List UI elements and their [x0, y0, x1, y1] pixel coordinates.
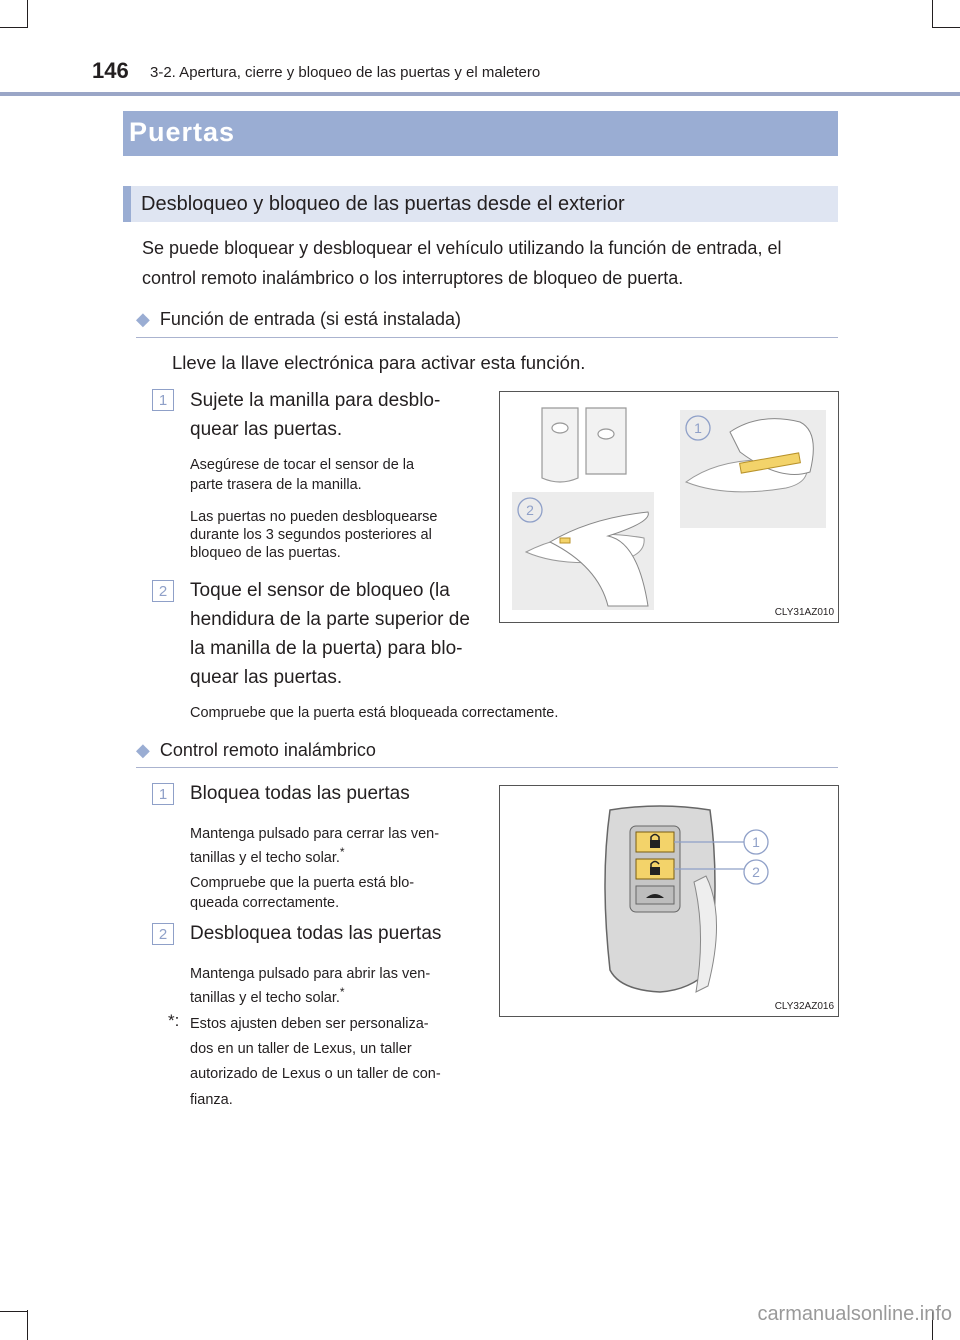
- step-1-line-2: quear las puertas.: [190, 419, 343, 440]
- asterisk: *: [339, 845, 345, 859]
- section-divider: [136, 337, 838, 338]
- crop-mark: [932, 27, 960, 28]
- callout-2-label: 2: [752, 864, 760, 880]
- figure-code: CLY31AZ010: [774, 607, 834, 618]
- callout-2-label: 2: [526, 502, 534, 518]
- footnote-line-3: autorizado de Lexus o un taller de con-: [190, 1066, 441, 1082]
- step-number: 1: [152, 389, 174, 411]
- step-1-note-2-line-3: bloqueo de las puertas.: [190, 545, 341, 561]
- step-2-line-2: hendidura de la parte superior de: [190, 609, 470, 630]
- page-title: Puertas: [129, 117, 236, 147]
- entry-lead: Lleve la llave electrónica para activar esta función.: [172, 352, 586, 373]
- callout-1-label: 1: [694, 420, 702, 436]
- section-divider: [136, 767, 838, 768]
- crop-mark: [0, 27, 28, 28]
- intro-line-1: Se puede bloquear y desbloquear el vehículo utilizando la función de entrada, el: [142, 238, 782, 258]
- section-title: 3-2. Apertura, cierre y bloqueo de las puertas y el maletero: [150, 64, 541, 81]
- remote-figure: [499, 785, 839, 1017]
- step-2-line-1: Toque el sensor de bloqueo (la: [190, 580, 450, 601]
- footnote-line-2: dos en un taller de Lexus, un taller: [190, 1041, 412, 1057]
- callout-1-label: 1: [752, 834, 760, 850]
- remote-step-2-note-line-2: tanillas y el techo solar.*: [190, 985, 345, 1006]
- footnote-line-4: fianza.: [190, 1092, 233, 1108]
- crop-mark: [932, 0, 933, 28]
- step-number: 2: [152, 923, 174, 945]
- remote-step-1-note-2-line-1: Compruebe que la puerta está blo-: [190, 875, 415, 891]
- entry-function-heading: ◆ Función de entrada (si está instalada): [136, 309, 462, 329]
- step-1-line-1: Sujete la manilla para desblo-: [190, 390, 441, 411]
- crop-mark: [27, 0, 28, 28]
- remote-step-1-note-1-line-2: tanillas y el techo solar.*: [190, 845, 345, 866]
- entry-function-figure: [499, 391, 839, 623]
- asterisk: *: [339, 985, 345, 999]
- step-1-note-2-line-1: Las puertas no pueden desbloquearse: [190, 509, 438, 525]
- crop-mark: [27, 1310, 28, 1340]
- remote-step-2-text: Desbloquea todas las puertas: [190, 923, 442, 944]
- figure-code: CLY32AZ016: [774, 1001, 834, 1012]
- remote-step-1-note-2-line-2: queada correctamente.: [190, 895, 340, 911]
- intro-line-2: control remoto inalámbrico o los interruptores de bloqueo de puerta.: [142, 268, 684, 288]
- crop-mark: [0, 1311, 28, 1312]
- step-1-note-1-line-2: parte trasera de la manilla.: [190, 477, 362, 493]
- step-number: 1: [152, 783, 174, 805]
- remote-step-1-text: Bloquea todas las puertas: [190, 783, 410, 804]
- door-handle-illustration: [500, 392, 838, 622]
- watermark: carmanualsonline.info: [757, 1303, 952, 1325]
- step-number: 2: [152, 580, 174, 602]
- step-1-note-1-line-1: Asegúrese de tocar el sensor de la: [190, 457, 415, 473]
- step-1-note-2-line-2: durante los 3 segundos posteriores al: [190, 527, 432, 543]
- footnote-line-1: Estos ajusten deben ser personaliza-: [190, 1016, 429, 1032]
- footnote-mark: *:: [168, 1011, 180, 1030]
- step-2-note: Compruebe que la puerta está bloqueada correctamente.: [190, 705, 559, 721]
- step-2-line-4: quear las puertas.: [190, 667, 343, 688]
- header-divider: [0, 92, 960, 96]
- key-icon: [542, 408, 626, 482]
- subtitle: Desbloqueo y bloqueo de las puertas desde el exterior: [141, 193, 625, 215]
- step-2-line-3: la manilla de la puerta) para blo-: [190, 638, 463, 659]
- remote-heading: ◆ Control remoto inalámbrico: [136, 740, 376, 760]
- page-number: 146: [92, 58, 129, 83]
- remote-step-1-note-1-line-1: Mantenga pulsado para cerrar las ven-: [190, 826, 440, 842]
- page-title-bar: [123, 111, 838, 156]
- diamond-icon: ◆: [136, 309, 150, 329]
- remote-key-illustration: [500, 786, 838, 1016]
- diamond-icon: ◆: [136, 740, 150, 760]
- remote-step-2-note-line-1: Mantenga pulsado para abrir las ven-: [190, 966, 431, 982]
- subtitle-bar: [123, 186, 838, 222]
